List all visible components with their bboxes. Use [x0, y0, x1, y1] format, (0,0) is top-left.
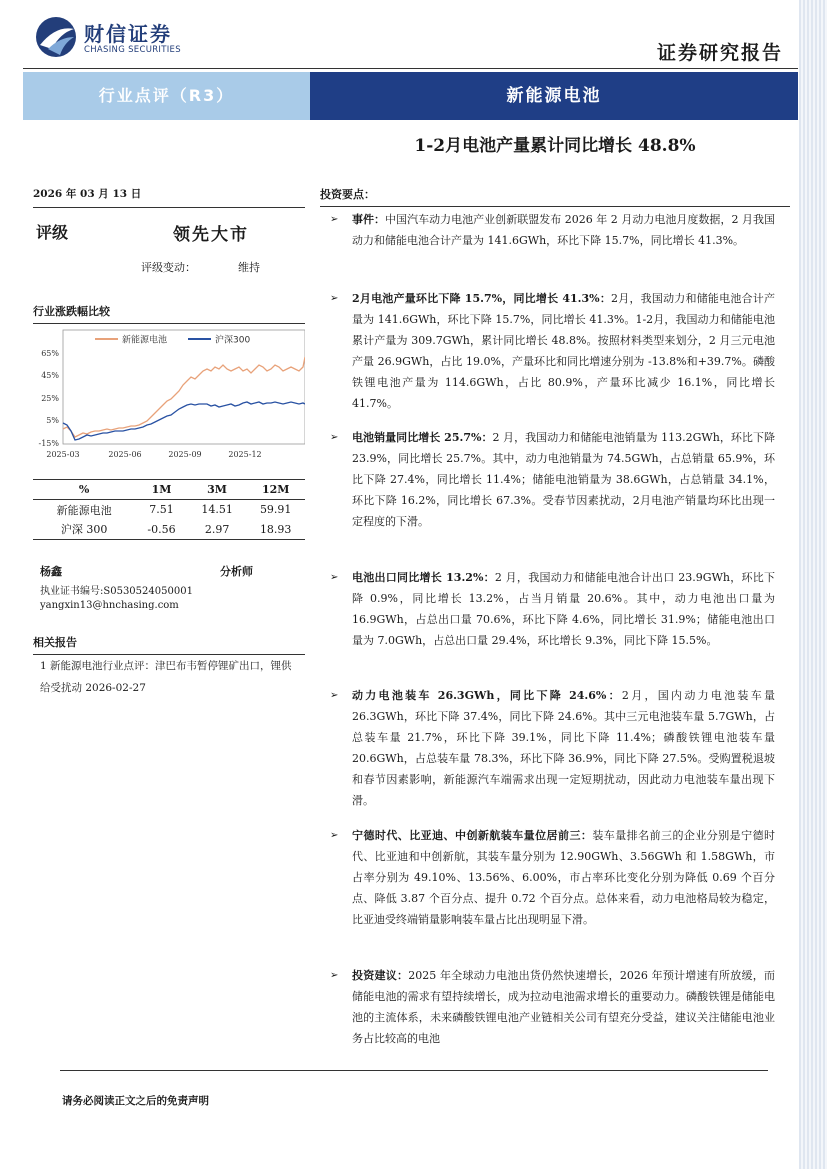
- table-cell: 14.51: [201, 503, 233, 517]
- key-point-body: 2月，我国动力和储能电池合计产量为 141.6GWh，环比下降 15.7%，同比增长 41.3%。1-2月，我国动力和储能电池累计产量为 309.7GWh，累计同比增长 48.8%。按照材料类型来划分，2 月三元电池产量 26.9GWh，占比 19.0%，产量环比和同比增速分别为 -13.8%和+39.7%。磷酸铁锂电池产量为 114.6GWh，占比 80.9%，产量环比减少 16.1%，同比增长 41.7%。: [352, 292, 775, 410]
- performance-table: [33, 479, 305, 540]
- series-line-battery: [63, 357, 305, 437]
- related-report-link[interactable]: 1 新能源电池行业点评：津巴布韦暂停锂矿出口，锂供给受扰动 2026-02-27: [40, 660, 292, 694]
- table-row: [33, 520, 305, 540]
- logo-en-text: CHASING SECURITIES: [84, 45, 181, 55]
- perf-section-title: 行业涨跌幅比较: [33, 303, 305, 324]
- industry-name: 新能源电池: [310, 72, 798, 120]
- x-tick-label: 2025-06: [108, 450, 142, 459]
- legend-label-hs300: 沪深300: [215, 335, 251, 346]
- key-point-lead: 2月电池产量环比下降 15.7%，同比增长 41.3%：: [352, 292, 612, 305]
- x-tick-label: 2025-03: [46, 450, 80, 459]
- key-point-body: 中国汽车动力电池产业创新联盟发布 2026 年 2 月动力电池月度数据，2 月我国动力和储能电池合计产量为 141.6GWh，环比下降 15.7%，同比增长 41.3%。: [352, 213, 775, 247]
- key-point-body: 2月，国内动力电池装车量 26.3GWh，环比下降 37.4%，同比下降 24.6%。其中三元电池装车量 5.7GWh，占总装车量 21.7%，环比下降 39.1%，同比下降 11.4%；磷酸铁锂电池装车量 20.6GWh，占总装车量 78.3%，环比下降 36.9%，同比下降 27.5%。受购置税退坡和春节因素影响，新能源汽车端需求出现一定短期扰动，因此动力电池装车量出现下滑。: [352, 689, 775, 807]
- table-cell: -0.56: [135, 520, 187, 540]
- logo-cn-text: 财信证券: [84, 22, 172, 46]
- related-section-title: 相关报告: [33, 634, 305, 655]
- table-cell: 沪深 300: [33, 520, 135, 540]
- logo-mark-icon: [34, 15, 78, 59]
- header-divider: [23, 68, 798, 69]
- key-point-item: [330, 288, 775, 414]
- key-point-item: [330, 427, 775, 532]
- table-cell: 7.51: [149, 503, 174, 517]
- header-band: [23, 72, 798, 120]
- y-tick-label: 5%: [46, 416, 59, 425]
- key-points-heading: 投资要点：: [320, 186, 790, 207]
- key-point-item: [330, 209, 775, 251]
- arrow-bullet-icon: ➢: [330, 214, 339, 225]
- key-point-item: [330, 825, 775, 930]
- report-category: 行业点评（R3）: [23, 72, 310, 120]
- y-tick-label: 45%: [41, 371, 59, 380]
- table-header-cell: %: [33, 480, 135, 500]
- arrow-bullet-icon: ➢: [330, 970, 339, 981]
- table-header-row: [33, 480, 305, 500]
- key-point-lead: 事件：: [352, 213, 386, 226]
- footer-divider: [60, 1070, 768, 1071]
- key-point-item: [330, 685, 775, 811]
- table-cell: 新能源电池: [56, 503, 112, 517]
- sidebar: [33, 186, 305, 274]
- analyst-role: 分析师: [220, 565, 253, 578]
- table-cell: 59.91: [259, 503, 292, 517]
- arrow-bullet-icon: ➢: [330, 690, 339, 701]
- report-date: 2026 年 03 月 13 日: [33, 186, 305, 208]
- main-content: [320, 186, 790, 207]
- table-header-cell: 3M: [188, 480, 247, 500]
- x-tick-label: 2025-12: [228, 450, 262, 459]
- arrow-bullet-icon: ➢: [330, 830, 339, 841]
- analyst-license: 执业证书编号:S0530524050001: [40, 586, 193, 597]
- key-point-item: [330, 567, 775, 651]
- key-point-body: 2 月，我国动力和储能电池销量为 113.2GWh，环比下降 23.9%，同比增长 25.7%。其中，动力电池销量为 74.5GWh，占总销量 65.9%，环比下降 27.4%，同比增长 11.4%；储能电池销量为 38.6GWh，占总销量 34.1%，环比下降 16.2%，同比增长 67.3%。受春节因素扰动，2月电池产销量均环比出现一定程度的下滑。: [352, 431, 775, 528]
- x-tick-label: 2025-09: [168, 450, 202, 459]
- rating-change-label: 评级变动：: [141, 261, 196, 274]
- rating-value: 领先大市: [173, 225, 249, 245]
- key-point-lead: 投资建议：: [352, 969, 409, 982]
- key-point-lead: 电池出口同比增长 13.2%：: [352, 571, 495, 584]
- series-line-hs300: [63, 402, 305, 440]
- key-point-lead: 宁德时代、比亚迪、中创新航装车量位居前三：: [352, 829, 593, 842]
- y-tick-label: -15%: [38, 439, 59, 448]
- company-logo: [34, 15, 194, 59]
- key-point-body: 2025 年全球动力电池出货仍然快速增长，2026 年预计增速有所放缓，而储能电池的需求有望持续增长，成为拉动电池需求增长的重要动力。磷酸铁锂是储能电池的主流体系，未来磷酸铁锂电池产业链相关公司有望充分受益，建议关注储能电池业务占比较高的电池: [352, 969, 775, 1045]
- y-tick-label: 25%: [41, 394, 59, 403]
- arrow-bullet-icon: ➢: [330, 293, 339, 304]
- legend-label-battery: 新能源电池: [122, 335, 168, 346]
- key-point-item: [330, 965, 775, 1049]
- arrow-bullet-icon: ➢: [330, 432, 339, 443]
- analyst-email[interactable]: yangxin13@hnchasing.com: [40, 600, 179, 611]
- performance-chart: [33, 325, 305, 465]
- rating-change-value: 维持: [238, 261, 260, 274]
- disclaimer-notice: 请务必阅读正文之后的免责声明: [62, 1095, 209, 1107]
- table-cell: 18.93: [246, 520, 305, 540]
- analyst-name: 杨鑫: [40, 565, 62, 578]
- key-point-lead: 动力电池装车 26.3GWh，同比下降 24.6%：: [352, 689, 622, 702]
- table-header-cell: 1M: [135, 480, 187, 500]
- arrow-bullet-icon: ➢: [330, 572, 339, 583]
- table-cell: 2.97: [188, 520, 247, 540]
- table-row: [33, 500, 305, 520]
- key-point-body: 装车量排名前三的企业分别是宁德时代、比亚迪和中创新航，其装车量分别为 12.90GWh、3.56GWh 和 1.58GWh，市占率分别为 49.10%、13.56%、6.00%，市占率环比变化分别为降低 0.69 个百分点、降低 3.87 个百分点、提升 0.72 个百分点。总体来看，动力电池格局较为稳定，比亚迪受终端销量影响装车量占比出现明显下滑。: [352, 829, 776, 926]
- key-point-lead: 电池销量同比增长 25.7%：: [352, 431, 493, 444]
- report-type-label: 证券研究报告: [656, 42, 783, 64]
- key-point-body: 2 月，我国动力和储能电池合计出口 23.9GWh，环比下降 0.9%，同比增长 13.2%，占当月销量 20.6%。其中，动力电池出口量为 16.9GWh，占总出口量 70.6%，环比下降 4.6%，同比增长 31.9%；储能电池出口量为 7.0GWh，占总出口量 29.4%，环比增长 9.3%，同比下降 15.5%。: [352, 571, 775, 647]
- table-header-cell: 12M: [246, 480, 305, 500]
- decorative-side-strip: [799, 0, 827, 1169]
- rating-label: 评级: [36, 223, 69, 242]
- y-tick-label: 65%: [41, 349, 59, 358]
- report-title: 1-2月电池产量累计同比增长 48.8%: [414, 136, 696, 156]
- chart-plot-frame: [63, 330, 305, 444]
- analyst-block: [40, 563, 300, 611]
